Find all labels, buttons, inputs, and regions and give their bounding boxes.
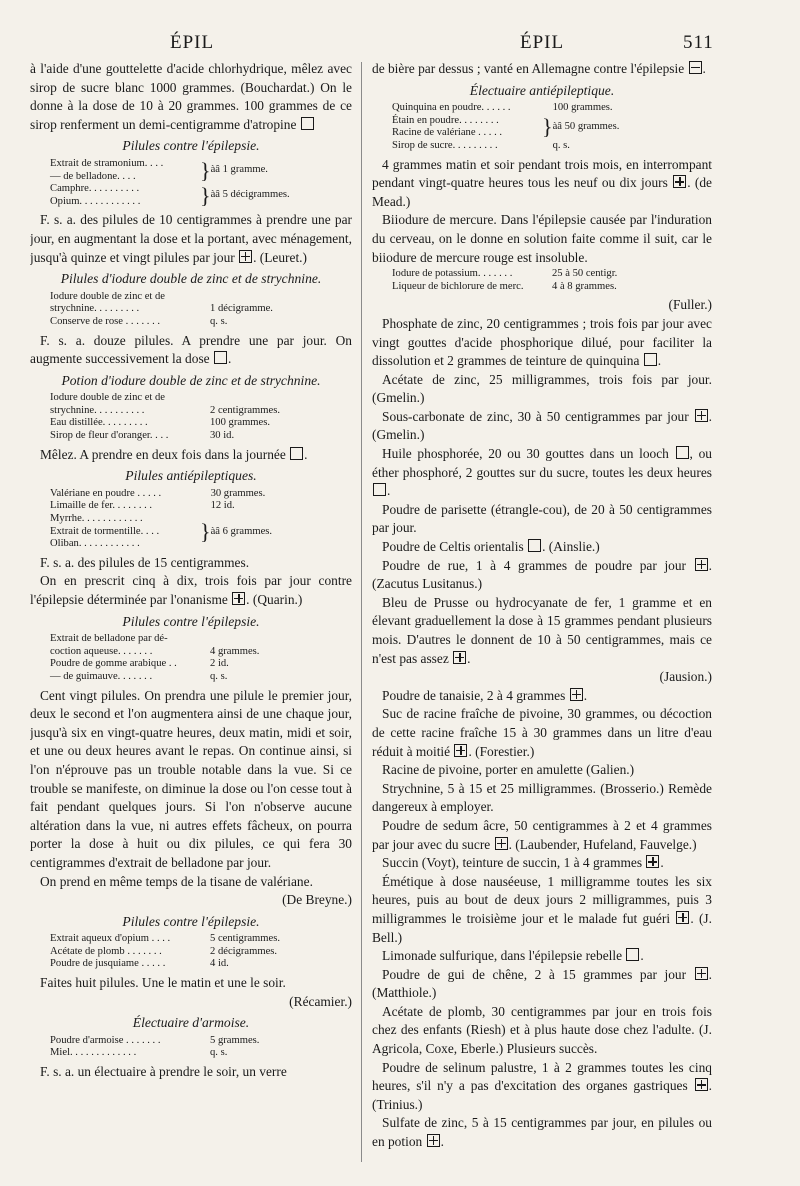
dose: 30 grammes. (210, 487, 266, 499)
plus-box-icon (232, 592, 245, 605)
paragraph-text: (Récamier.) (289, 993, 352, 1009)
empty-box-icon (373, 483, 386, 496)
paragraph (30, 60, 352, 134)
paragraph (30, 554, 352, 573)
dose: 2 centigrammes. (210, 404, 281, 416)
paragraph-text: Racine de pivoine, porter en amulette (Galien.) (382, 762, 635, 778)
ingredient: Conserve de rose . . . . . . . (50, 315, 161, 327)
paragraph (372, 947, 712, 966)
ingredient: Extrait de tormentille. . . . (50, 525, 160, 537)
recipe-row (50, 291, 273, 304)
recipe-row (50, 430, 280, 443)
recipe-row (392, 115, 619, 128)
spacer (542, 268, 552, 281)
paragraph (372, 873, 712, 947)
plus-box-icon (646, 855, 659, 868)
recipe-table (50, 633, 259, 683)
dose: 2 id. (210, 658, 229, 670)
dose: q. s. (552, 139, 570, 151)
ingredient: Quinquina en poudre. . . . . . (392, 102, 511, 114)
ingredient: Sirop de sucre. . . . . . . . . (392, 139, 498, 151)
plus-box-icon (695, 409, 708, 422)
ingredient: Myrrhe. . . . . . . . . . . . (50, 513, 143, 525)
plus-box-icon (695, 1078, 708, 1091)
paragraph (372, 408, 712, 445)
paragraph-text: Phosphate de zinc, 20 centigrammes ; trois fois par jour avec vingt gouttes d'acide phosphorique dilué, pour faciliter la dissolution et 2 grammes de teinture de quinquina (372, 315, 712, 369)
ingredient: Poudre de gomme arabique . . (50, 658, 177, 670)
plus-box-icon (454, 744, 467, 757)
ingredient: strychnine. . . . . . . . . (50, 303, 140, 315)
paragraph-text: Sous-carbonate de zinc, 30 à 50 centigrammes par jour (382, 408, 689, 424)
recipe-row (50, 1035, 259, 1048)
empty-box-icon (644, 353, 657, 366)
ingredient: Étain en poudre. . . . . . . . (392, 114, 499, 126)
paragraph-text-after: . (J. Bell.) (372, 910, 712, 945)
empty-box-icon (626, 948, 639, 961)
recipe-row (50, 646, 259, 659)
recipe-row (392, 140, 619, 153)
ingredient: coction aqueuse. . . . . . . (50, 645, 153, 657)
paragraph (372, 211, 712, 267)
recipe-row (50, 303, 273, 316)
empty-box-icon (528, 539, 541, 552)
dose: 25 à 50 centigr. (552, 268, 618, 280)
ingredient: Extrait aqueux d'opium . . . . (50, 933, 171, 945)
paragraph-text: Faites huit pilules. Une le matin et une le soir. (40, 975, 286, 991)
paragraph-text-after: . (304, 446, 308, 462)
paragraph-text-after: . (657, 353, 662, 369)
paragraph-text-after: . (440, 1134, 444, 1150)
ingredient: Opium. . . . . . . . . . . . (50, 195, 141, 207)
spacer (200, 633, 210, 646)
paragraph-text: Poudre de selinum palustre, 1 à 2 grammes toutes les cinq heures, s'il n'y a pas d'excitation des organes gastriques (372, 1059, 712, 1094)
dose: àâ 1 gramme. (210, 164, 268, 176)
column-divider (361, 62, 362, 1162)
paragraph (372, 594, 712, 668)
page-number: 511 (683, 32, 714, 53)
dose: 4 grammes. (210, 645, 260, 657)
paragraph-text: (De Breyne.) (282, 892, 352, 908)
paragraph-text-after: . (Leuret.) (253, 249, 307, 265)
paragraph-text: Poudre de parisette (étrangle-cou), de 20 à 50 centigrammes par jour. (372, 501, 712, 536)
recipe-row (50, 958, 280, 971)
recipe-row (50, 392, 280, 405)
section-heading: Pilules d'iodure double de zinc et de strychnine. (60, 271, 322, 287)
paragraph-text-after: , ou éther phosphoré, 2 gouttes sur du sucre, toutes les deux heures (372, 446, 712, 480)
dose: q. s. (210, 1047, 228, 1059)
spacer (200, 291, 210, 304)
paragraph-text: Suc de racine fraîche de pivoine, 30 grammes, ou décoction de cette racine fraîche 15 à 30 grammes dans un litre d'eau réduit à moitié (372, 706, 712, 759)
dose: 30 id. (210, 430, 235, 442)
recipe-row (392, 102, 619, 115)
empty-box-icon (290, 447, 303, 460)
paragraph-text-after: . (702, 61, 706, 76)
ingredient: Iodure double de zinc et de (50, 290, 166, 302)
paragraph (372, 1003, 712, 1059)
section-heading: Électuaire antiépileptique. (469, 82, 615, 98)
running-header (0, 32, 800, 58)
paragraph-text: F. s. a. des pilules de 15 centigrammes. (40, 554, 250, 570)
paragraph-text: Cent vingt pilules. On prendra une pilule le premier jour, deux le second et l'on augmentera ainsi de une chaque jour, jusqu'à six en vingt-quatre heures, deux matin, midi et soir, et une ou deux heures avant le repas. On continue ainsi, si l'on n'éprouve pas un trouble notable dans la vue. Si ce trouble se manifeste, on diminue la dose ou l'on cesse tout à fait pendant quelques jours. Si l'on n'observe aucune altération dans la vue, ni autres effets fâcheux, on pourra porter la dose à huit ou dix pilules, ce qui fera 30 centigrammes d'extrait de belladone par jour. (30, 687, 352, 870)
paragraph-text: de bière par dessus ; vanté en Allemagne contre l'épilepsie (372, 61, 685, 76)
dose: àâ 50 grammes. (552, 121, 620, 133)
dose: 5 grammes. (210, 1034, 260, 1046)
spacer (200, 488, 211, 501)
right-column (372, 60, 712, 1170)
spacer (200, 405, 210, 418)
paragraph (372, 501, 712, 538)
spacer (200, 500, 211, 513)
paragraph (372, 966, 712, 1003)
ingredient: Miel. . . . . . . . . . . . . (50, 1047, 137, 1059)
recipe-row (50, 513, 272, 526)
section-heading: Pilules contre l'épilepsie. (122, 138, 260, 154)
paragraph (30, 873, 352, 892)
recipe-row (50, 417, 280, 430)
paragraph-text: (Jausion.) (659, 669, 712, 685)
paragraph-text-after: . (387, 483, 391, 499)
paragraph (372, 761, 712, 780)
paragraph-text: Poudre de Celtis orientalis (382, 539, 524, 555)
paragraph-text: Biiodure de mercure. Dans l'épilepsie causée par l'induration du cerveau, on le donne en solution faite comme il suit, car le biiodure de mercure rouge est insoluble. (372, 212, 712, 265)
dose: q. s. (210, 315, 228, 327)
paragraph (372, 371, 712, 408)
recipe-table (50, 1035, 259, 1060)
section-heading: Potion d'iodure double de zinc et de strychnine. (61, 372, 321, 388)
spacer (200, 933, 210, 946)
paragraph-text-after: . (Laubender, Hufeland, Fauvelge.) (508, 836, 697, 852)
paragraph-text-after: . (640, 948, 644, 964)
paragraph-text: Limonade sulfurique, dans l'épilepsie rebelle (382, 948, 623, 964)
paragraph-text-after: . (660, 855, 664, 871)
ingredient: Acétate de plomb . . . . . . . (50, 945, 162, 957)
paragraph-text: Poudre de rue, 1 à 4 grammes de poudre par jour (382, 557, 687, 573)
paragraph-text-after: . (Zacutus Lusitanus.) (372, 557, 712, 592)
ingredient: Limaille de fer. . . . . . . . (50, 500, 153, 512)
paragraph (372, 687, 712, 706)
brace: } (200, 157, 211, 183)
spacer (542, 102, 553, 115)
paragraph (30, 993, 352, 1012)
spacer (200, 671, 210, 684)
ingredient: Poudre d'armoise . . . . . . . (50, 1034, 161, 1046)
paragraph (372, 445, 712, 501)
plus-box-icon (676, 911, 689, 924)
paragraph (372, 668, 712, 687)
paragraph-text: Poudre de tanaisie, 2 à 4 grammes (382, 687, 566, 703)
ingredient: Extrait de stramonium. . . . (50, 157, 164, 169)
paragraph-text: Strychnine, 5 à 15 et 25 milligrammes. (Brosserio.) Remède dangereux à employer. (372, 780, 712, 815)
section-heading: Pilules antiépileptiques. (125, 468, 257, 484)
dose: 12 id. (210, 500, 235, 512)
paragraph-text: Acétate de zinc, 25 milligrammes, trois fois par jour. (Gmelin.) (372, 371, 712, 406)
recipe-row (50, 946, 280, 959)
header-center-word: ÉPIL (520, 32, 565, 53)
ingredient: Poudre de jusquiame . . . . . (50, 958, 166, 970)
ingredient: Sirop de fleur d'oranger. . . . (50, 430, 169, 442)
paragraph (372, 1059, 712, 1115)
paragraph (372, 557, 712, 594)
dose: 4 à 8 grammes. (552, 280, 617, 292)
recipe-row (50, 500, 272, 513)
paragraph (30, 1063, 352, 1082)
ingredient: Valériane en poudre . . . . . (50, 487, 162, 499)
plus-box-icon (427, 1134, 440, 1147)
paragraph (372, 817, 712, 854)
spacer (542, 140, 553, 153)
paragraph (372, 296, 712, 315)
paragraph-text: Succin (Voyt), teinture de succin, 1 à 4 grammes (382, 855, 643, 871)
paragraph (30, 446, 352, 465)
brace: } (200, 182, 211, 208)
spacer (200, 430, 210, 443)
ingredient: — de guimauve. . . . . . . (50, 670, 153, 682)
minus-box-icon (689, 61, 702, 74)
paragraph-text: On prend en même temps de la tisane de valériane. (40, 873, 313, 889)
paragraph-text-after: . (Matthiole.) (372, 966, 712, 1001)
paragraph (372, 60, 712, 79)
plus-box-icon (570, 688, 583, 701)
recipe-row (392, 268, 617, 281)
recipe-table (50, 488, 272, 551)
recipe-row (392, 281, 617, 294)
recipe-row (50, 633, 259, 646)
spacer (200, 417, 210, 430)
dose: q. s. (210, 670, 228, 682)
recipe-row (50, 671, 259, 684)
spacer (200, 646, 210, 659)
spacer (200, 958, 210, 971)
paragraph (372, 780, 712, 817)
paragraph (372, 315, 712, 371)
paragraph-text: Acétate de plomb, 30 centigrammes par jour en trois fois chez des enfants (Riesh) et à plus haute dose chez l'adulte. (J. Agricola, Coxe, Eberle.) Plusieurs succès. (372, 1003, 712, 1057)
paragraph-text-after: . (Forestier.) (468, 743, 535, 759)
paragraph (30, 332, 352, 369)
ingredient: Racine de valériane . . . . . (392, 127, 503, 139)
dose (210, 392, 280, 405)
spacer (200, 392, 210, 405)
paragraph (30, 687, 352, 873)
paragraph-text: à l'aide d'une gouttelette d'acide chlorhydrique, mêlez avec sirop de sucre blanc 1000 grammes. (Bouchardat.) On le donne à la dose de 10 à 20 grammes. 100 grammes de ce sirop renferment un demi-centigramme d'atropine (30, 61, 352, 132)
section-heading: Électuaire d'armoise. (132, 1015, 250, 1031)
recipe-row (50, 933, 280, 946)
dose (210, 633, 259, 646)
paragraph-text: F. s. a. un électuaire à prendre le soir, un verre (40, 1064, 287, 1080)
spacer (200, 316, 210, 329)
recipe-row (50, 183, 290, 196)
recipe-table (392, 268, 617, 293)
spacer (200, 946, 210, 959)
ingredient: Oliban. . . . . . . . . . . . (50, 538, 140, 550)
plus-box-icon (495, 837, 508, 850)
section-heading: Pilules contre l'épilepsie. (122, 913, 260, 929)
spacer (200, 1035, 210, 1048)
recipe-row (50, 316, 273, 329)
paragraph (30, 572, 352, 609)
paragraph-text-after: . (467, 650, 471, 666)
paragraph-text: Huile phosphorée, 20 ou 30 gouttes dans un looch (382, 446, 669, 462)
ingredient: Eau distillée. . . . . . . . . (50, 417, 148, 429)
paragraph-text: Sulfate de zinc, 5 à 15 centigrammes par jour, en pilules ou en potion (372, 1115, 712, 1150)
left-column (30, 60, 352, 1170)
ingredient: Iodure de potassium. . . . . . . (392, 268, 513, 280)
ingredient: — de belladone. . . . (50, 170, 136, 182)
ingredient: strychnine. . . . . . . . . . (50, 404, 145, 416)
plus-box-icon (673, 175, 686, 188)
brace: } (200, 518, 211, 544)
paragraph-text-after: . (Ainslie.) (542, 539, 600, 555)
paragraph-text-after: . (Gmelin.) (372, 408, 712, 443)
spacer (542, 281, 552, 294)
paragraph-text-after: . (Trinius.) (372, 1078, 712, 1112)
dose: 2 décigrammes. (210, 945, 278, 957)
ingredient: Iodure double de zinc et de (50, 392, 166, 404)
paragraph-text: Poudre de sedum âcre, 50 centigrammes à 2 et 4 grammes par jour avec du sucre (372, 817, 712, 852)
paragraph-text: F. s. a. des pilules de 10 centigrammes à prendre une par jour, en augmentant la dose et la portant, avec ménagement, jusqu'à quinze et vingt pilules par jour (30, 212, 352, 265)
recipe-row (50, 658, 259, 671)
paragraph-text: On en prescrit cinq à dix, trois fois par jour contre l'épilepsie déterminée par l'onanisme (30, 573, 352, 607)
dose: àâ 6 grammes. (210, 525, 273, 537)
paragraph-text: Bleu de Prusse ou hydrocyanate de fer, 1 gramme et en élevant graduellement la dose à 15 grammes pendant plusieurs mois. D'autres le donnent de 10 à 50 centigrammes, mais ce n'est pas assez (372, 594, 712, 666)
ingredient: Liqueur de bichlorure de merc. (392, 280, 524, 292)
paragraph (372, 156, 712, 212)
spacer (200, 1047, 210, 1060)
ingredient: Extrait de belladone par dé- (50, 633, 168, 645)
spacer (200, 658, 210, 671)
recipe-table (50, 392, 280, 442)
header-left-word: ÉPIL (170, 32, 215, 53)
paragraph-text: 4 grammes matin et soir pendant trois mois, en interrompant pendant vingt-quatre heures tous les neuf ou dix jours (372, 156, 712, 191)
brace: } (542, 114, 553, 140)
plus-box-icon (453, 651, 466, 664)
paragraph (372, 705, 712, 761)
paragraph-text: Mêlez. A prendre en deux fois dans la journée (40, 446, 286, 462)
dose: 5 centigrammes. (210, 933, 281, 945)
paragraph-text-after: . (de Mead.) (372, 175, 712, 209)
dose: 100 grammes. (552, 102, 613, 114)
plus-box-icon (239, 250, 252, 263)
paragraph (372, 1114, 712, 1151)
recipe-table (50, 933, 280, 971)
recipe-row (50, 405, 280, 418)
paragraph (372, 854, 712, 873)
empty-box-icon (301, 117, 314, 130)
section-heading: Pilules contre l'épilepsie. (122, 613, 260, 629)
dose: 100 grammes. (210, 417, 271, 429)
paragraph-text: F. s. a. douze pilules. A prendre une par jour. On augmente successivement la dose (30, 332, 352, 367)
paragraph (30, 891, 352, 910)
paragraph (30, 974, 352, 993)
plus-box-icon (695, 558, 708, 571)
plus-box-icon (695, 967, 708, 980)
recipe-table (50, 291, 273, 329)
ingredient: Camphre. . . . . . . . . . (50, 183, 140, 195)
dose: 4 id. (210, 958, 229, 970)
paragraph-text-after: . (227, 351, 232, 367)
paragraph-text: Poudre de gui de chêne, 2 à 15 grammes par jour (382, 966, 687, 982)
paragraph-text: Émétique à dose nauséeuse, 1 milligramme toutes les six heures, puis au bout de deux jours 2 milligrammes, puis 3 milligrammes le troisième jour et le malade fut guéri (372, 873, 712, 926)
spacer (200, 303, 210, 316)
dose: àâ 5 décigrammes. (210, 189, 290, 201)
recipe-table (392, 102, 619, 152)
dose (210, 291, 273, 304)
paragraph-text-after: . (Quarin.) (246, 592, 303, 607)
paragraph-text: (Fuller.) (668, 297, 712, 313)
recipe-row (50, 158, 290, 171)
recipe-table (50, 158, 290, 208)
paragraph (372, 538, 712, 557)
empty-box-icon (214, 351, 227, 364)
recipe-row (50, 1047, 259, 1060)
paragraph (30, 211, 352, 267)
empty-box-icon (676, 446, 689, 459)
dose: 1 décigramme. (210, 303, 273, 315)
paragraph-text-after: . (583, 687, 588, 703)
recipe-row (50, 488, 272, 501)
